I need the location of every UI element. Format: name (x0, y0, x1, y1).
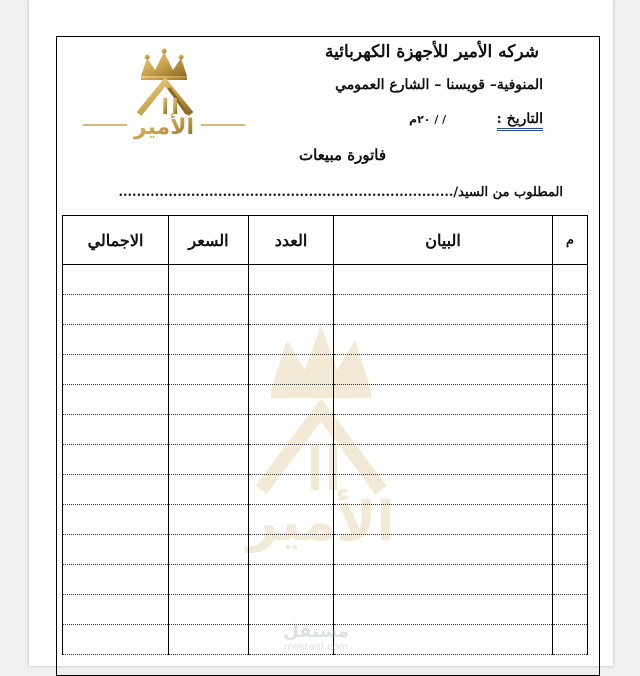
cell-price[interactable] (169, 445, 249, 475)
cell-price[interactable] (169, 385, 249, 415)
table-row (63, 325, 588, 355)
mostaql-watermark-en: mostaql.com (283, 642, 349, 653)
customer-line: المطلوب من السيد/.......................................................................... (118, 185, 563, 200)
header-quantity: العدد (249, 216, 334, 265)
cell-total[interactable] (63, 595, 169, 625)
cell-price[interactable] (169, 325, 249, 355)
cell-num[interactable] (553, 325, 588, 355)
cell-num[interactable] (553, 475, 588, 505)
cell-num[interactable] (553, 595, 588, 625)
cell-total[interactable] (63, 355, 169, 385)
cell-total[interactable] (63, 625, 169, 655)
cell-num[interactable] (553, 445, 588, 475)
table-row (63, 265, 588, 295)
cell-total[interactable] (63, 325, 169, 355)
date-label: التاريخ : (497, 110, 543, 131)
cell-total[interactable] (63, 565, 169, 595)
cell-price[interactable] (169, 295, 249, 325)
cell-num[interactable] (553, 265, 588, 295)
cell-description[interactable] (334, 595, 553, 625)
cell-quantity[interactable] (249, 445, 334, 475)
cell-total[interactable] (63, 535, 169, 565)
cell-price[interactable] (169, 565, 249, 595)
cell-num[interactable] (553, 385, 588, 415)
cell-quantity[interactable] (249, 475, 334, 505)
cell-total[interactable] (63, 265, 169, 295)
cell-total[interactable] (63, 505, 169, 535)
cell-quantity[interactable] (249, 415, 334, 445)
cell-num[interactable] (553, 505, 588, 535)
cell-price[interactable] (169, 415, 249, 445)
company-name: شركه الأمير للأجهزة الكهربائية (325, 42, 539, 62)
cell-quantity[interactable] (249, 535, 334, 565)
cell-price[interactable] (169, 265, 249, 295)
cell-description[interactable] (334, 415, 553, 445)
cell-quantity[interactable] (249, 595, 334, 625)
mostaql-watermark-ar: مستقل (283, 621, 349, 642)
table-row (63, 355, 588, 385)
table-row (63, 505, 588, 535)
cell-price[interactable] (169, 355, 249, 385)
cell-total[interactable] (63, 295, 169, 325)
cell-total[interactable] (63, 415, 169, 445)
cell-description[interactable] (334, 475, 553, 505)
cell-num[interactable] (553, 565, 588, 595)
cell-description[interactable] (334, 325, 553, 355)
table-body (63, 265, 588, 655)
cell-description[interactable] (334, 565, 553, 595)
table-row (63, 415, 588, 445)
cell-total[interactable] (63, 475, 169, 505)
cell-quantity[interactable] (249, 355, 334, 385)
cell-quantity[interactable] (249, 325, 334, 355)
header-num: م (553, 216, 588, 265)
cell-description[interactable] (334, 445, 553, 475)
cell-total[interactable] (63, 445, 169, 475)
crown-icon (141, 49, 187, 81)
header-description: البيان (334, 216, 553, 265)
document-page (29, 0, 613, 666)
table-row (63, 385, 588, 415)
table-row (63, 295, 588, 325)
cell-quantity[interactable] (249, 505, 334, 535)
cell-price[interactable] (169, 625, 249, 655)
cell-quantity[interactable] (249, 265, 334, 295)
cell-quantity[interactable] (249, 565, 334, 595)
mostaql-watermark (261, 622, 371, 662)
cell-quantity[interactable] (249, 295, 334, 325)
table-row (63, 475, 588, 505)
invoice-table (62, 215, 588, 655)
cell-num[interactable] (553, 625, 588, 655)
date-value: / / ٢٠م (409, 113, 447, 126)
header-total: الاجمالي (63, 216, 169, 265)
header-price: السعر (169, 216, 249, 265)
table-row (63, 595, 588, 625)
cell-description[interactable] (334, 295, 553, 325)
cell-price[interactable] (169, 505, 249, 535)
cell-price[interactable] (169, 475, 249, 505)
table-row (63, 445, 588, 475)
cell-description[interactable] (334, 505, 553, 535)
cell-description[interactable] (334, 355, 553, 385)
cell-num[interactable] (553, 415, 588, 445)
cell-num[interactable] (553, 355, 588, 385)
logo-text: الأمير (133, 115, 195, 140)
cell-price[interactable] (169, 595, 249, 625)
invoice-title: فاتورة مبيعات (299, 146, 387, 164)
watermark-text: الأمير (247, 490, 395, 553)
cell-quantity[interactable] (249, 385, 334, 415)
cell-price[interactable] (169, 535, 249, 565)
cell-description[interactable] (334, 385, 553, 415)
cell-description[interactable] (334, 265, 553, 295)
cell-description[interactable] (334, 535, 553, 565)
cell-num[interactable] (553, 295, 588, 325)
table-header-row (63, 216, 588, 265)
company-address: المنوفية– قويسنا – الشارع العمومي (335, 77, 543, 93)
table-row (63, 565, 588, 595)
company-logo (79, 48, 249, 140)
cell-num[interactable] (553, 535, 588, 565)
cell-total[interactable] (63, 385, 169, 415)
table-row (63, 535, 588, 565)
